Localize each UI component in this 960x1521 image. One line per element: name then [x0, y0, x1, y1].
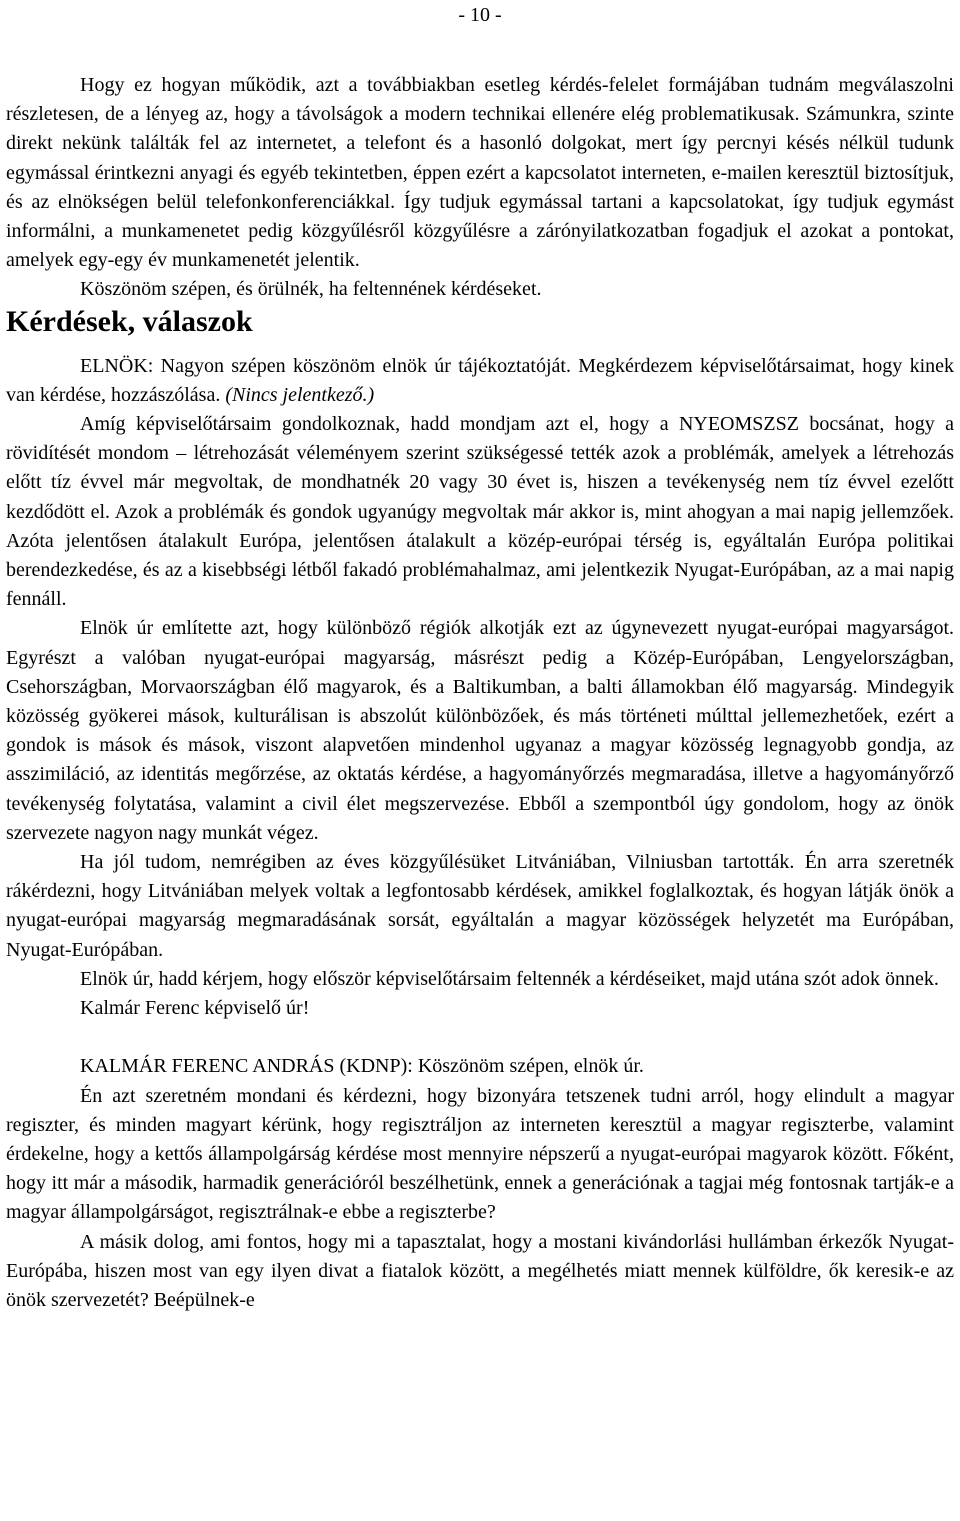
paragraph-text: ELNÖK: Nagyon szépen köszönöm elnök úr tájékoztatóját. Megkérdezem képviselőtársaimat, hogy kinek van kérdése, hozzászólása. — [6, 354, 954, 406]
paragraph: Hogy ez hogyan működik, azt a továbbiakban esetleg kérdés-felelet formájában tudnám megválaszolni részletesen, de a lényeg az, hogy a távolságok a modern technikai ellenére elég problematikusak. Számunkra, szinte direkt nekünk találták fel az internetet, a telefont és a hasonló dolgokat, mert így percnyi késés nélkül tudunk egymással érintkezni anyagi és egyéb tekintetben, éppen ezért a kapcsolatot interneten, e-mailen keresztül biztosítjuk, és az elnökségen belül telefonkonferenciákkal. Így tudjuk egymással tartani a kapcsolatokat, így tudjuk egymást informálni, a munkamenetet pedig közgyűlésről közgyűlésre a zárónyilatkozatban fogadjuk el azokat a pontokat, amelyek egy-egy év munkamenetét jelentik. — [6, 74, 954, 272]
paragraph-speaker: KALMÁR FERENC ANDRÁS (KDNP): Köszönöm szépen, elnök úr. — [80, 1055, 644, 1078]
paragraph: A másik dolog, ami fontos, hogy mi a tapasztalat, hogy a mostani kivándorlási hullámban érkezők Nyugat-Európába, hiszen most van egy ilyen divat a fiatalok között, a megélhetés miatt mennek külföldre, ők keresik-e az önök szervezetét? Beépülnek-e — [6, 1230, 954, 1311]
document-body — [6, 71, 954, 1315]
paragraph: Én azt szeretném mondani és kérdezni, hogy bizonyára tetszenek tudni arról, hogy elindult a magyar regiszter, és minden magyart kérünk, hogy regisztráljon az interneten keresztül a magyar regiszterbe, valamint érdekelne, hogy a kettős állampolgárság kérdése most mennyire népszerű a nyugat-európai magyarok között. Főként, hogy itt már a második, harmadik generációról beszélhetünk, ennek a generációnak a tagjai még fontosnak tartják-e a magyar állampolgárságot, regisztrálnak-e ebbe a regiszterbe? — [6, 1084, 954, 1224]
section-heading: Kérdések, válaszok — [6, 304, 253, 338]
paragraph-elnok — [6, 352, 954, 410]
paragraph: Köszönöm szépen, és örülnék, ha feltennének kérdéseket. — [80, 278, 542, 301]
italic-note: (Nincs jelentkező.) — [225, 383, 375, 406]
paragraph: Amíg képviselőtársaim gondolkoznak, hadd mondjam azt el, hogy a NYEOMSZSZ bocsánat, hogy a rövidítését mondom – létrehozását véleményem szerint szükségessé tették azok a problémák, amelyek a létrehozás előtt tíz évvel már megvoltak, de mondhatnék 20 vagy 30 évet is, hiszen a tevékenység nem tíz évvel ezelőtt kezdődött el. Azok a problémák és gondok ugyanúgy megvoltak már akkor is, mint ahogyan a mai napig jellemzőek. Azóta jelentősen átalakult Európa, jelentősen átalakult a közép-európai térség is, egyáltalán Európa politikai berendezkedése, és az a kisebbségi létből fakadó problémahalmaz, ami jelentkezik Nyugat-Európában, az a mai napig fennáll. — [6, 413, 954, 611]
paragraph: Kalmár Ferenc képviselő úr! — [80, 997, 310, 1020]
spacer — [6, 1023, 954, 1052]
paragraph: Elnök úr, hadd kérjem, hogy először képviselőtársaim feltennék a kérdéseiket, majd utána szót adok önnek. — [80, 967, 939, 990]
page-number: - 10 - — [458, 4, 502, 26]
paragraph: Elnök úr említette azt, hogy különböző régiók alkotják ezt az úgynevezett nyugat-európai magyarságot. Egyrészt a valóban nyugat-európai magyarság, másrészt pedig a Közép-Európában, Lengyelországban, Csehországban, Morvaországban élő magyarok, és a Baltikumban, a balti államokban élő magyarság. Mindegyik közösség gyökerei mások, kulturálisan is abszolút különbözőek, és más történeti múlttal jellemezhetőek, ezért a gondok is mások és mások, viszont alapvetően mindenhol ugyanaz a magyar közösség legnagyobb gondja, az asszimiláció, az identitás megőrzése, az oktatás kérdése, a hagyományőrzés megmaradása, illetve a hagyományőrző tevékenység folytatása, valamint a civil élet megszervezése. Ebből a szempontból úgy gondolom, hogy az önök szervezete nagyon nagy munkát végez. — [6, 617, 954, 844]
paragraph: Ha jól tudom, nemrégiben az éves közgyűlésüket Litvániában, Vilniusban tartották. Én arra szeretnék rákérdezni, hogy Litvániában melyek voltak a legfontosabb kérdések, amikkel foglalkoztak, és hogyan látják önök a nyugat-európai magyarság megmaradásának sorsát, egyáltalán a magyar közösségek helyzetét ma Európában, Nyugat-Európában. — [6, 851, 954, 961]
